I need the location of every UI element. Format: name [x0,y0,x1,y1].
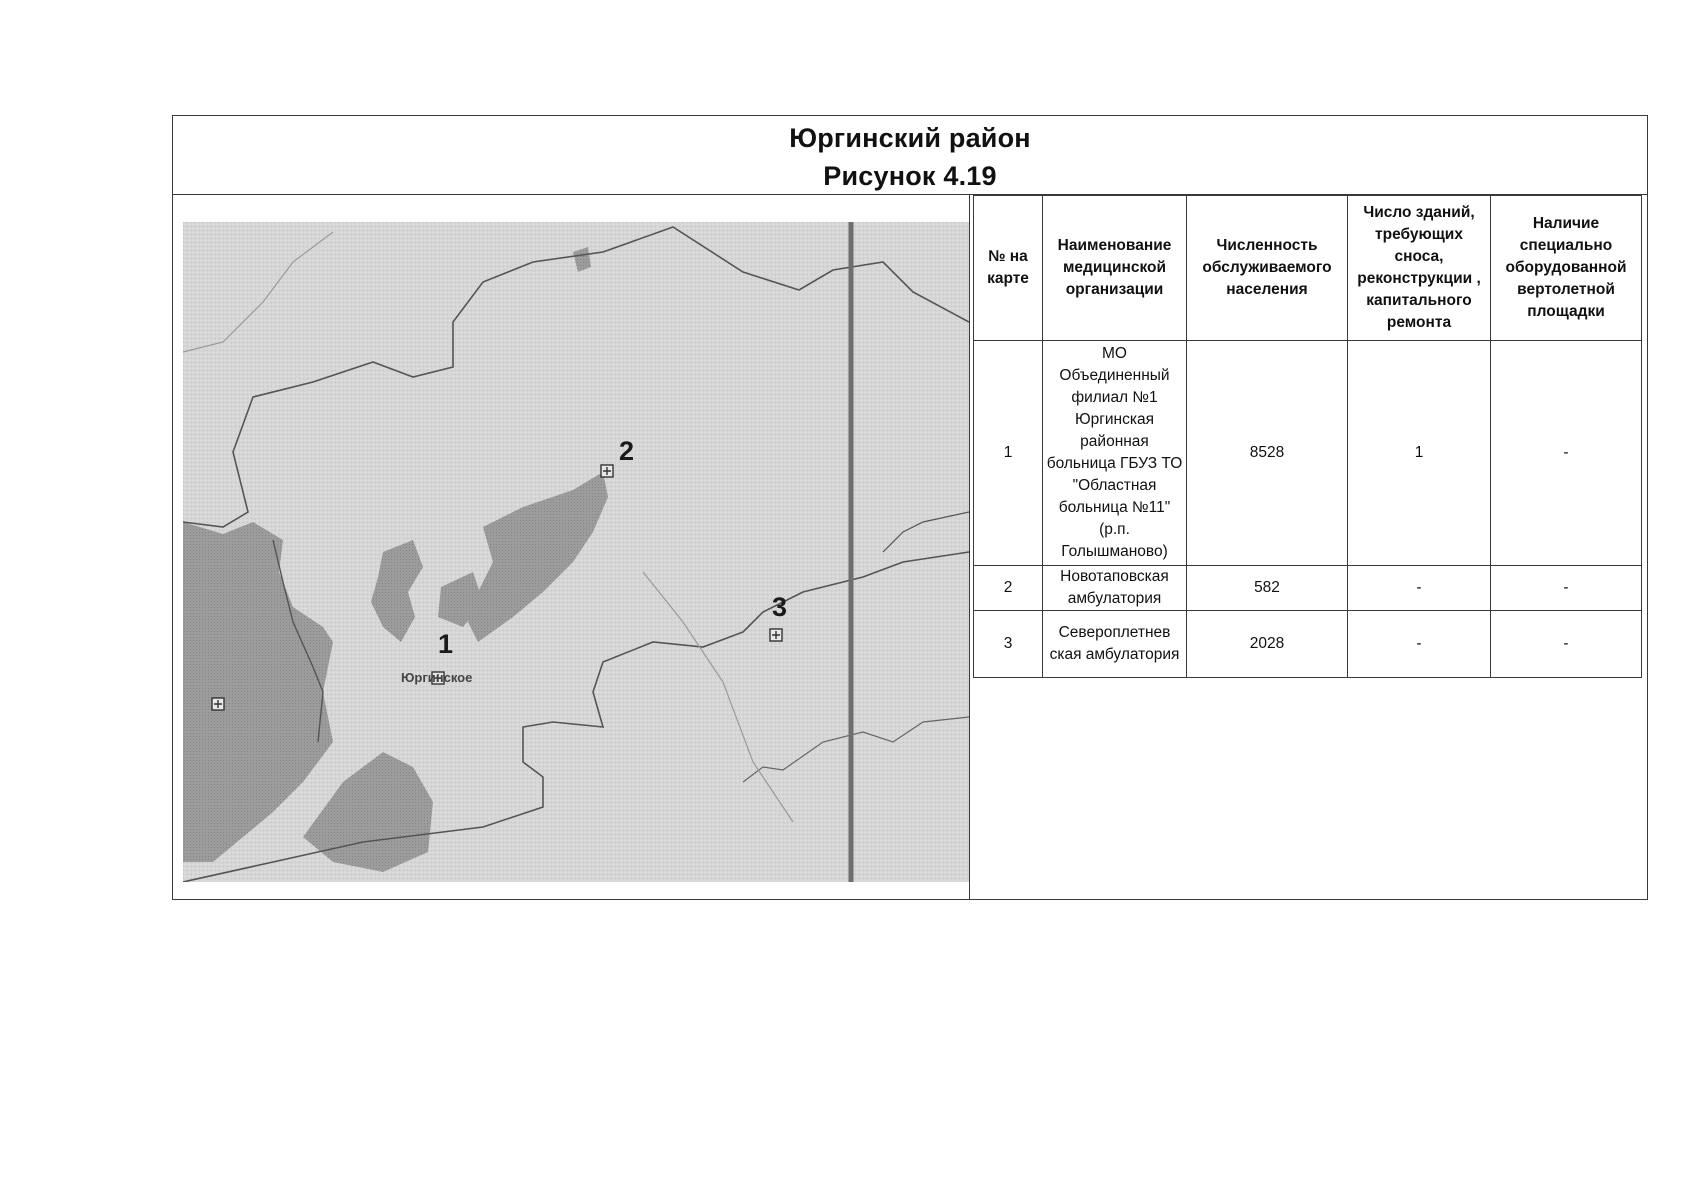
table-row [974,566,1642,611]
table-row [974,611,1642,678]
table-row [974,341,1642,566]
cell-name: МО Объединенный филиал №1 Юргинская районная больница ГБУЗ ТО "Областная больница №11" (р.п. Голышманово) [1043,341,1187,566]
header-population: Численность обслуживаемого населения [1187,196,1348,341]
marker-3-label: 3 [772,592,788,622]
cell-population: 582 [1187,566,1348,611]
figure-caption: Рисунок 4.19 [823,161,997,191]
header-buildings: Число зданий, требующих сноса, реконструкции , капитального ремонта [1348,196,1491,341]
cell-buildings: 1 [1348,341,1491,566]
facilities-table [973,195,1642,678]
hospital-cross-icon [212,698,224,710]
district-map [183,222,969,882]
cell-num: 1 [974,341,1043,566]
map-divider [969,194,970,900]
hospital-cross-icon [770,629,782,641]
map-canvas [183,222,969,882]
header-num: № на карте [974,196,1043,341]
cell-name: Новотаповская амбулатория [1043,566,1187,611]
cell-buildings: - [1348,611,1491,678]
header-name: Наименование медицинской организации [1043,196,1187,341]
hospital-cross-icon [601,465,613,477]
cell-buildings: - [1348,566,1491,611]
cell-helipad: - [1491,341,1642,566]
marker-1-label: 1 [438,629,454,659]
district-title: Юргинский район [789,123,1031,153]
cell-population: 2028 [1187,611,1348,678]
header-helipad: Наличие специально оборудованной вертолетной площадки [1491,196,1642,341]
cell-num: 2 [974,566,1043,611]
cell-helipad: - [1491,611,1642,678]
cell-name: Североплетнев ская амбулатория [1043,611,1187,678]
figure-frame [172,115,1648,900]
cell-population: 8528 [1187,341,1348,566]
cell-helipad: - [1491,566,1642,611]
town-label: Юргинское [401,670,473,685]
title-box [173,116,1647,195]
marker-2-label: 2 [619,436,635,466]
table-header-row [974,196,1642,341]
cell-num: 3 [974,611,1043,678]
